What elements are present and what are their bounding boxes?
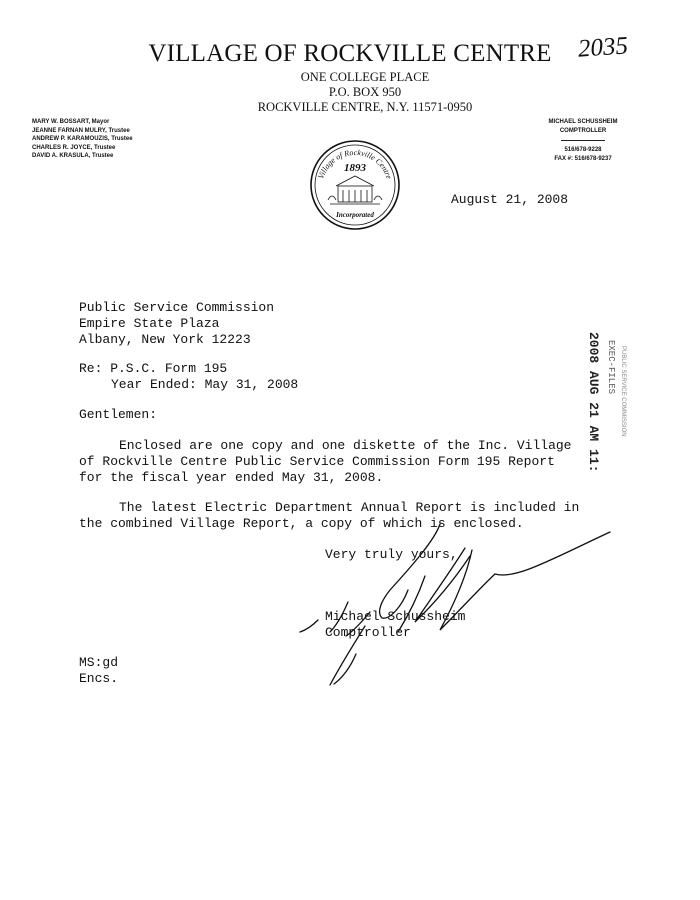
body-line: Enclosed are one copy and one diskette of the Inc. Village xyxy=(119,438,572,453)
comptroller-fax: FAX #: 516/678-9237 xyxy=(554,155,612,162)
closing: Very truly yours, xyxy=(325,547,458,562)
address-line: ONE COLLEGE PLACE xyxy=(300,70,430,84)
signer-title: Comptroller xyxy=(325,625,411,640)
comptroller-name: MICHAEL SCHUSSHEIM xyxy=(548,119,618,125)
signer-name: Michael Schussheim xyxy=(325,609,466,624)
village-title: VILLAGE OF ROCKVILLE CENTRE xyxy=(148,40,552,67)
comptroller-title: COMPTROLLER xyxy=(559,127,607,134)
address-line: P.O. BOX 950 xyxy=(328,85,402,99)
recipient-line: Public Service Commission xyxy=(79,300,275,315)
address-line: ROCKVILLE CENTRE, N.Y. 11571-0950 xyxy=(257,100,473,114)
official-name: JEANNE FARNAN MULRY, Trustee xyxy=(32,127,130,134)
recipient-line: Empire State Plaza xyxy=(79,316,220,331)
village-building-icon xyxy=(328,176,382,204)
typist-initials: MS:gd xyxy=(79,655,119,670)
signature xyxy=(290,520,620,690)
divider xyxy=(561,140,605,141)
seal-bottom-text: Incorporated xyxy=(336,211,374,219)
re-line: Year Ended: May 31, 2008 xyxy=(111,377,299,392)
handwritten-note: 2035 xyxy=(577,32,629,63)
official-name: CHARLES R. JOYCE, Trustee xyxy=(32,144,116,151)
official-name: DAVID A. KRASULA, Trustee xyxy=(32,153,114,160)
enclosures: Encs. xyxy=(79,671,119,686)
stamp-office: EXEC-FILES xyxy=(606,340,616,395)
seal-top-text: Village of Rockville Centre xyxy=(316,147,394,181)
body-line: of Rockville Centre Public Service Commission Form 195 Report xyxy=(79,454,555,469)
stamp-date: 2008 AUG 21 AM 11:01 xyxy=(586,332,601,470)
seal-year: 1893 xyxy=(344,162,366,174)
body-line: The latest Electric Department Annual Report is included in xyxy=(119,500,580,515)
official-name: ANDREW P. KARAMOUZIS, Trustee xyxy=(32,136,133,143)
received-stamp xyxy=(578,330,658,470)
letter-date: August 21, 2008 xyxy=(451,192,569,207)
official-name: MARY W. BOSSART, Mayor xyxy=(32,119,110,125)
officials-list xyxy=(32,118,133,161)
re-line: Re: P.S.C. Form 195 xyxy=(79,361,228,376)
stamp-agency: PUBLIC SERVICE COMMISSION xyxy=(620,346,626,437)
village-seal xyxy=(308,138,402,232)
salutation: Gentlemen: xyxy=(79,407,158,422)
comptroller-block xyxy=(535,118,631,163)
body-line: the combined Village Report, a copy of which is enclosed. xyxy=(79,516,524,531)
recipient-line: Albany, New York 12223 xyxy=(79,332,251,347)
comptroller-phone: 516/678-9228 xyxy=(564,147,602,154)
body-line: for the fiscal year ended May 31, 2008. xyxy=(79,470,384,485)
